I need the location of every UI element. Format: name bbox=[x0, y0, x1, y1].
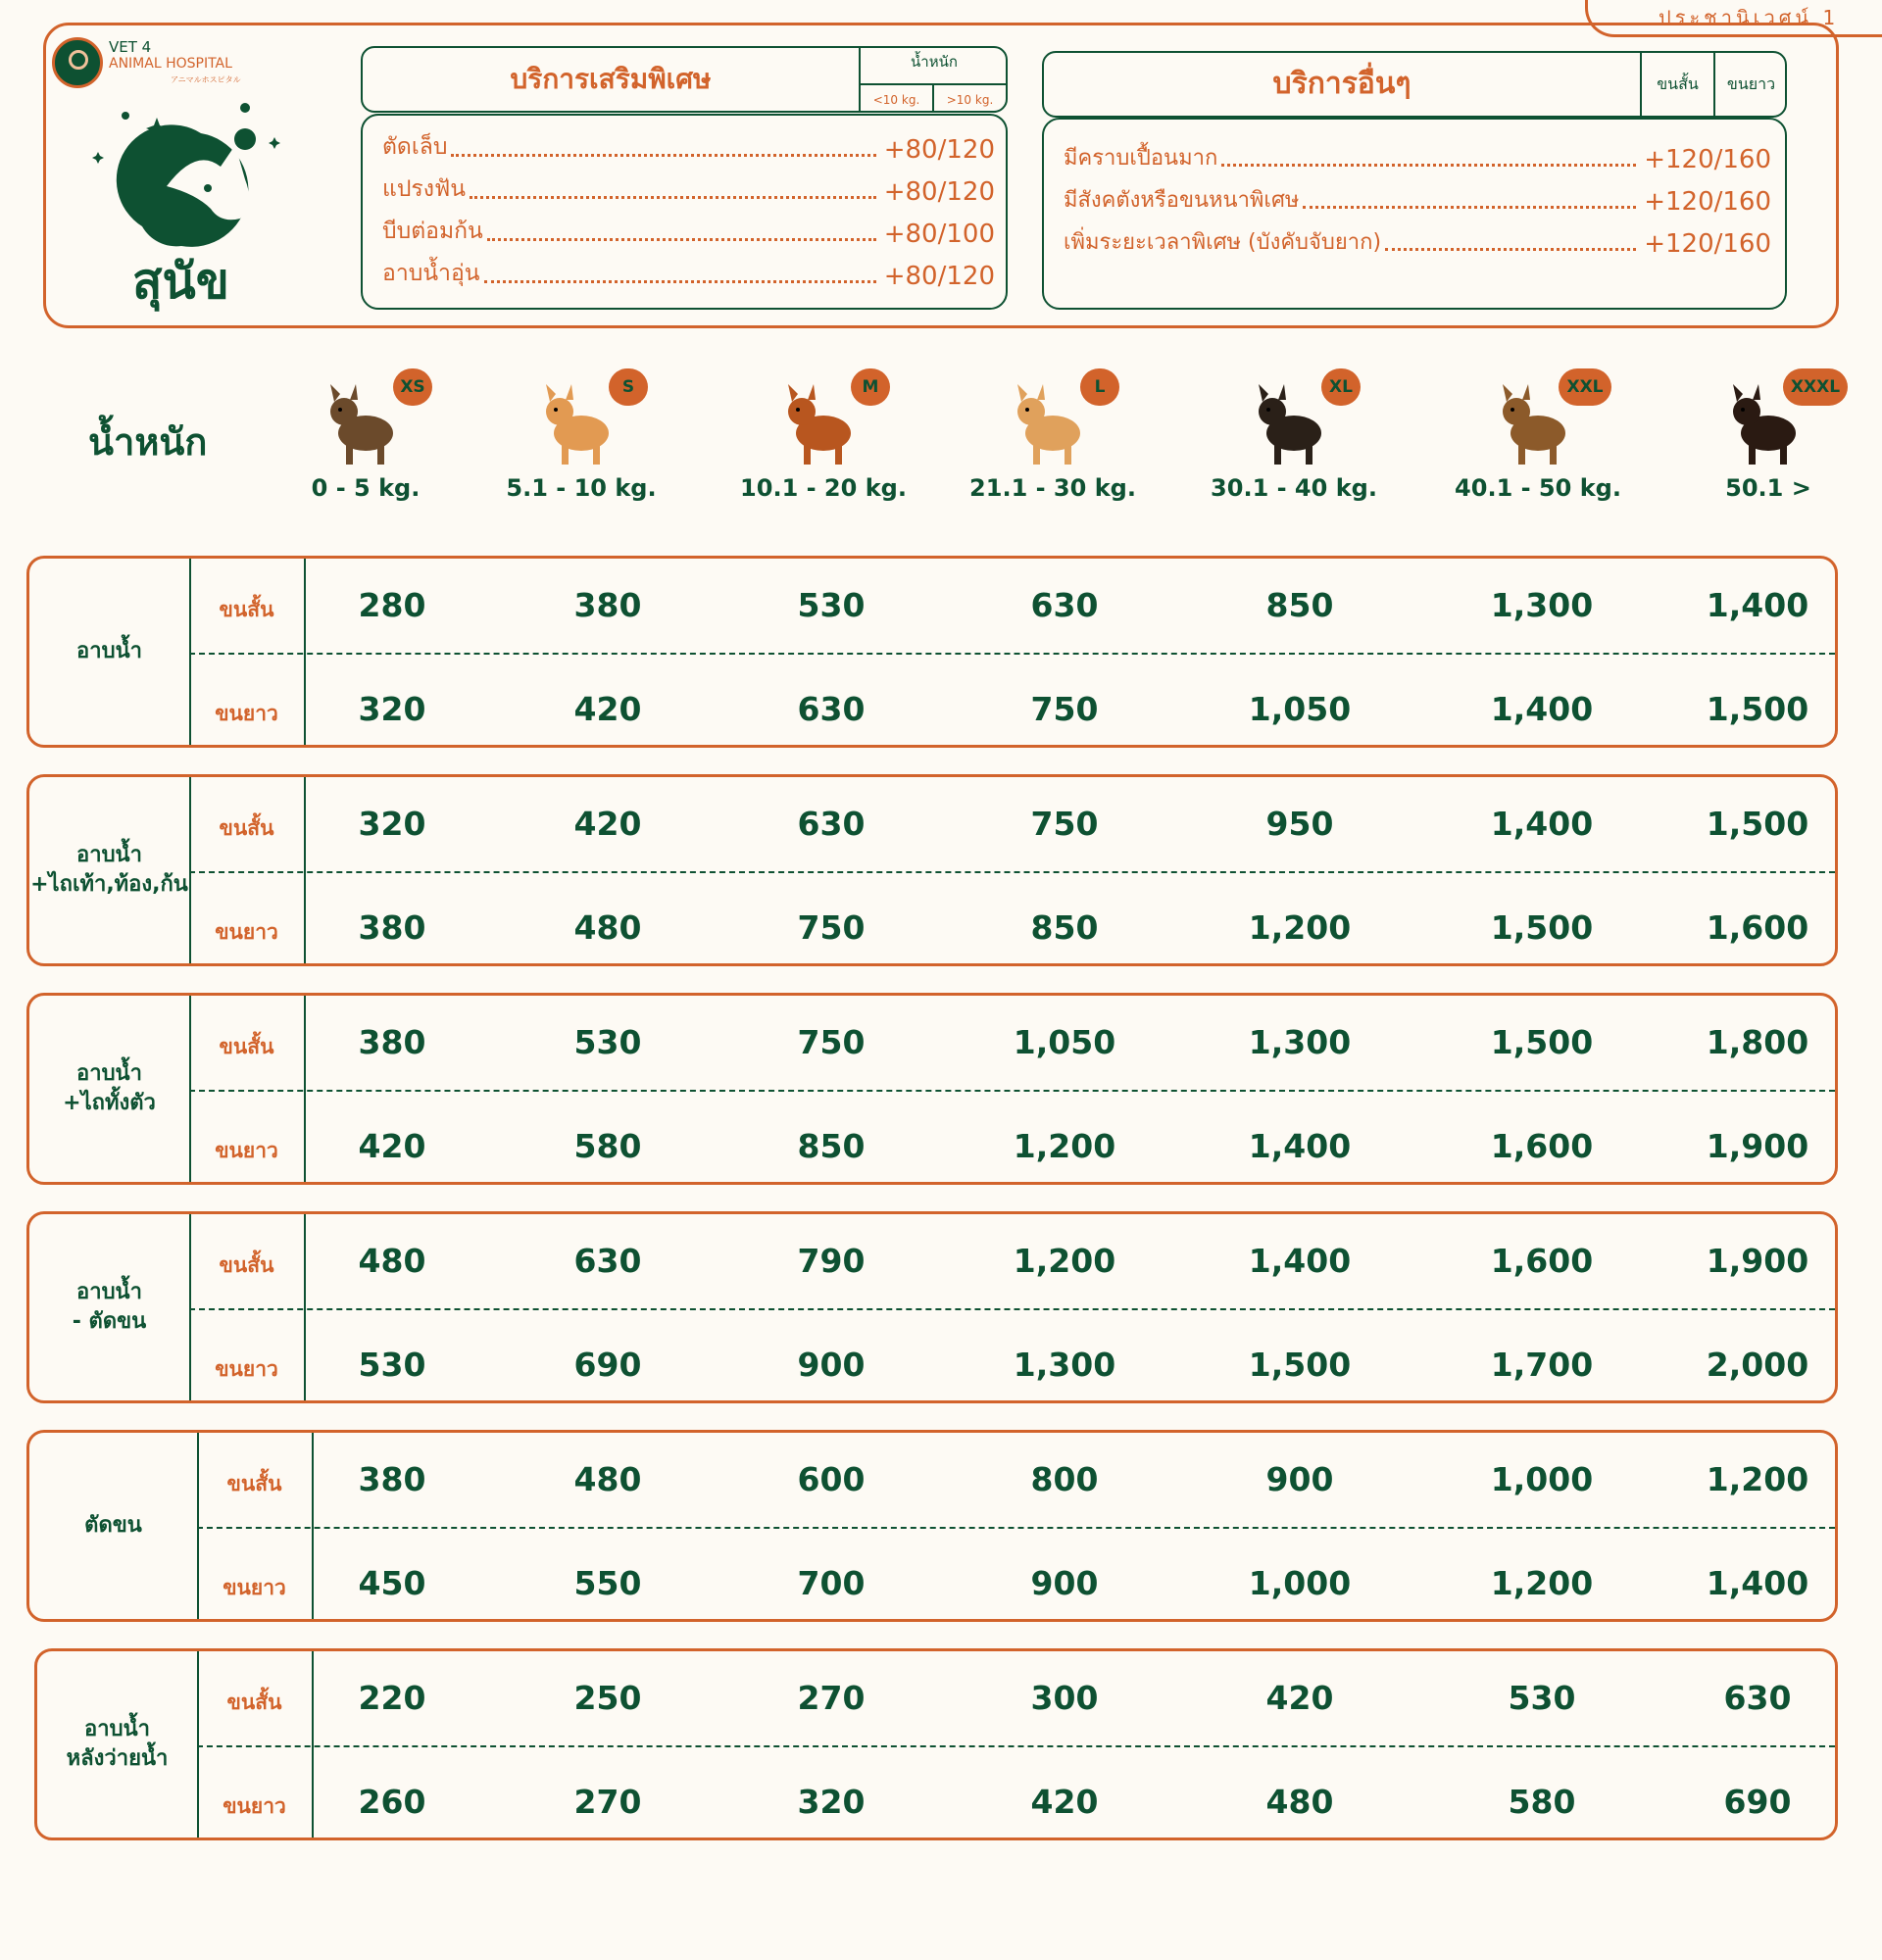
price-cell: 320 bbox=[358, 690, 426, 728]
premium-item-name: อาบน้ำอุ่น bbox=[382, 261, 480, 286]
price-cell: 1,000 bbox=[1490, 1460, 1594, 1498]
service-name: อาบน้ำ +ไถเท้า,ท้อง,ก้น bbox=[30, 843, 188, 897]
premium-services-title: บริการเสริมพิเศษ bbox=[363, 48, 861, 111]
price-cell: 1,500 bbox=[1490, 1023, 1594, 1061]
price-cell: 420 bbox=[358, 1127, 426, 1165]
size-column-s bbox=[483, 363, 679, 510]
price-cell: 380 bbox=[573, 586, 642, 624]
pomeranian-icon bbox=[483, 372, 679, 470]
row-divider bbox=[197, 1745, 1835, 1747]
service-name: อาบน้ำ bbox=[76, 639, 142, 663]
other-item-name: เพิ่มระยะเวลาพิเศษ (บังคับจับยาก) bbox=[1064, 230, 1382, 255]
other-item-price: +120/160 bbox=[1644, 229, 1771, 259]
price-cell: 850 bbox=[1265, 586, 1334, 624]
short-hair-label: ขนสั้น bbox=[219, 1035, 274, 1058]
size-column-l bbox=[955, 363, 1151, 510]
other-col-short-hair: ขนสั้น bbox=[1642, 53, 1715, 116]
service-name: ตัดขน bbox=[84, 1513, 142, 1538]
weight-range: 40.1 - 50 kg. bbox=[1455, 474, 1621, 502]
weight-label: น้ำหนัก bbox=[88, 420, 208, 464]
short-hair-label: ขนสั้น bbox=[226, 1690, 282, 1714]
divider bbox=[304, 559, 306, 745]
price-cell: 480 bbox=[358, 1242, 426, 1280]
row-divider bbox=[189, 871, 1835, 873]
price-cell: 700 bbox=[797, 1564, 866, 1602]
price-cell: 900 bbox=[797, 1346, 866, 1384]
price-cell: 270 bbox=[573, 1783, 642, 1821]
price-cell: 220 bbox=[358, 1679, 426, 1717]
size-badge: XL bbox=[1321, 368, 1361, 406]
price-cell: 1,400 bbox=[1248, 1242, 1352, 1280]
price-cell: 800 bbox=[1030, 1460, 1099, 1498]
premium-item-name: ตัดเล็บ bbox=[382, 134, 448, 160]
price-cell: 1,400 bbox=[1706, 586, 1809, 624]
price-cell: 690 bbox=[1723, 1783, 1792, 1821]
price-cell: 530 bbox=[573, 1023, 642, 1061]
price-cell: 1,300 bbox=[1248, 1023, 1352, 1061]
price-cell: 580 bbox=[573, 1127, 642, 1165]
other-services-header bbox=[1042, 51, 1787, 118]
divider bbox=[304, 1214, 306, 1400]
long-hair-label: ขนยาว bbox=[223, 1794, 286, 1818]
price-cell: 550 bbox=[573, 1564, 642, 1602]
premium-services-list bbox=[361, 114, 1008, 310]
premium-item bbox=[382, 172, 995, 207]
price-cell: 1,200 bbox=[1013, 1242, 1116, 1280]
price-cell: 750 bbox=[797, 1023, 866, 1061]
price-cell: 380 bbox=[358, 1460, 426, 1498]
premium-item-price: +80/120 bbox=[883, 177, 995, 207]
divider bbox=[304, 777, 306, 963]
price-cell: 630 bbox=[797, 805, 866, 843]
short-hair-label: ขนสั้น bbox=[219, 1253, 274, 1277]
size-badge: XS bbox=[393, 368, 432, 406]
price-cell: 1,600 bbox=[1706, 908, 1809, 947]
dachshund-icon bbox=[725, 372, 921, 470]
price-cell: 1,000 bbox=[1248, 1564, 1352, 1602]
size-column-xxl bbox=[1440, 363, 1636, 510]
brand-japanese: アニマルホスピタル bbox=[171, 75, 241, 84]
price-cell: 1,200 bbox=[1706, 1460, 1809, 1498]
price-cell: 900 bbox=[1265, 1460, 1334, 1498]
dot-leader bbox=[451, 154, 875, 157]
dot-leader bbox=[1221, 164, 1636, 167]
price-cell: 630 bbox=[573, 1242, 642, 1280]
brand-name: VET 4 bbox=[109, 38, 152, 56]
size-column-xxxl bbox=[1670, 363, 1866, 510]
weight-range: 5.1 - 10 kg. bbox=[506, 474, 657, 502]
price-cell: 380 bbox=[358, 1023, 426, 1061]
short-hair-label: ขนสั้น bbox=[219, 598, 274, 621]
service-name: อาบน้ำ หลังว่ายน้ำ bbox=[66, 1717, 169, 1771]
weight-range: 30.1 - 40 kg. bbox=[1211, 474, 1377, 502]
price-cell: 420 bbox=[573, 690, 642, 728]
premium-item bbox=[382, 256, 995, 291]
weight-range: 50.1 > bbox=[1725, 474, 1811, 502]
other-item bbox=[1064, 139, 1771, 174]
price-cell: 1,500 bbox=[1706, 690, 1809, 728]
price-cell: 580 bbox=[1508, 1783, 1576, 1821]
premium-weight-label: น้ำหนัก bbox=[911, 53, 958, 71]
size-badge: XXXL bbox=[1783, 368, 1848, 406]
price-cell: 850 bbox=[1030, 908, 1099, 947]
price-cell: 2,000 bbox=[1706, 1346, 1809, 1384]
price-cell: 630 bbox=[797, 690, 866, 728]
premium-weight-col-over10: >10 kg. bbox=[934, 83, 1006, 113]
price-cell: 1,200 bbox=[1248, 908, 1352, 947]
price-cell: 600 bbox=[797, 1460, 866, 1498]
long-hair-label: ขนยาว bbox=[215, 1139, 278, 1162]
price-cell: 1,400 bbox=[1490, 805, 1594, 843]
price-cell: 1,900 bbox=[1706, 1242, 1809, 1280]
price-cell: 320 bbox=[797, 1783, 866, 1821]
price-cell: 450 bbox=[358, 1564, 426, 1602]
premium-weight-col-under10: <10 kg. bbox=[861, 83, 934, 113]
price-cell: 280 bbox=[358, 586, 426, 624]
price-cell: 1,200 bbox=[1490, 1564, 1594, 1602]
price-cell: 1,400 bbox=[1490, 690, 1594, 728]
price-cell: 630 bbox=[1030, 586, 1099, 624]
premium-item-price: +80/120 bbox=[883, 135, 995, 165]
price-cell: 750 bbox=[1030, 805, 1099, 843]
price-cell: 690 bbox=[573, 1346, 642, 1384]
premium-services-header bbox=[361, 46, 1008, 113]
price-cell: 630 bbox=[1723, 1679, 1792, 1717]
category-title: สุนัข bbox=[132, 253, 229, 310]
price-cell: 260 bbox=[358, 1783, 426, 1821]
price-table bbox=[26, 1430, 1838, 1622]
price-cell: 850 bbox=[797, 1127, 866, 1165]
price-cell: 750 bbox=[1030, 690, 1099, 728]
dot-leader bbox=[484, 280, 876, 283]
price-cell: 1,500 bbox=[1706, 805, 1809, 843]
row-divider bbox=[189, 653, 1835, 655]
price-table bbox=[26, 774, 1838, 966]
dot-leader bbox=[470, 196, 876, 199]
price-cell: 480 bbox=[573, 1460, 642, 1498]
dot-leader bbox=[1303, 206, 1636, 209]
other-item bbox=[1064, 181, 1771, 217]
price-cell: 530 bbox=[358, 1346, 426, 1384]
price-table bbox=[26, 993, 1838, 1185]
size-badge: L bbox=[1080, 368, 1119, 406]
price-cell: 900 bbox=[1030, 1564, 1099, 1602]
divider bbox=[304, 996, 306, 1182]
other-item bbox=[1064, 223, 1771, 259]
premium-item-name: แปรงฟัน bbox=[382, 176, 467, 202]
other-services-title: บริการอื่นๆ bbox=[1044, 53, 1642, 116]
row-divider bbox=[189, 1308, 1835, 1310]
price-cell: 420 bbox=[573, 805, 642, 843]
price-table bbox=[26, 1211, 1838, 1403]
dot-leader bbox=[487, 238, 876, 241]
long-hair-label: ขนยาว bbox=[223, 1576, 286, 1599]
other-item-name: มีคราบเปื้อนมาก bbox=[1064, 146, 1218, 171]
price-cell: 480 bbox=[1265, 1783, 1334, 1821]
price-cell: 380 bbox=[358, 908, 426, 947]
other-item-price: +120/160 bbox=[1644, 187, 1771, 217]
price-cell: 1,200 bbox=[1013, 1127, 1116, 1165]
price-cell: 950 bbox=[1265, 805, 1334, 843]
weight-range: 0 - 5 kg. bbox=[311, 474, 421, 502]
corgi-icon bbox=[955, 372, 1151, 470]
short-hair-label: ขนสั้น bbox=[226, 1472, 282, 1495]
weight-range: 21.1 - 30 kg. bbox=[969, 474, 1136, 502]
price-cell: 790 bbox=[797, 1242, 866, 1280]
price-cell: 1,050 bbox=[1013, 1023, 1116, 1061]
price-cell: 530 bbox=[797, 586, 866, 624]
other-services-list bbox=[1042, 118, 1787, 310]
price-table bbox=[34, 1648, 1838, 1840]
row-divider bbox=[189, 1090, 1835, 1092]
row-divider bbox=[197, 1527, 1835, 1529]
premium-item-price: +80/100 bbox=[883, 220, 995, 249]
size-badge: S bbox=[609, 368, 648, 406]
long-hair-label: ขนยาว bbox=[215, 1357, 278, 1381]
price-cell: 1,300 bbox=[1013, 1346, 1116, 1384]
size-column-xl bbox=[1196, 363, 1392, 510]
price-cell: 1,900 bbox=[1706, 1127, 1809, 1165]
price-cell: 1,300 bbox=[1490, 586, 1594, 624]
long-hair-label: ขนยาว bbox=[215, 702, 278, 725]
short-hair-label: ขนสั้น bbox=[219, 816, 274, 840]
price-cell: 1,400 bbox=[1706, 1564, 1809, 1602]
other-col-long-hair: ขนยาว bbox=[1726, 74, 1776, 93]
premium-item bbox=[382, 214, 995, 249]
price-cell: 750 bbox=[797, 908, 866, 947]
price-cell: 1,600 bbox=[1490, 1242, 1594, 1280]
other-item-price: +120/160 bbox=[1644, 145, 1771, 174]
size-column-m bbox=[725, 363, 921, 510]
price-cell: 250 bbox=[573, 1679, 642, 1717]
price-cell: 480 bbox=[573, 908, 642, 947]
price-cell: 1,500 bbox=[1248, 1346, 1352, 1384]
price-table bbox=[26, 556, 1838, 748]
premium-item-price: +80/120 bbox=[883, 262, 995, 291]
premium-item bbox=[382, 129, 995, 165]
brand-subtitle: ANIMAL HOSPITAL bbox=[109, 56, 232, 72]
branch-label: ประชานิเวศน์ 1 bbox=[1659, 6, 1840, 29]
price-cell: 270 bbox=[797, 1679, 866, 1717]
price-cell: 1,600 bbox=[1490, 1127, 1594, 1165]
price-cell: 320 bbox=[358, 805, 426, 843]
price-cell: 420 bbox=[1030, 1783, 1099, 1821]
price-cell: 420 bbox=[1265, 1679, 1334, 1717]
long-hair-label: ขนยาว bbox=[215, 920, 278, 944]
price-cell: 300 bbox=[1030, 1679, 1099, 1717]
price-cell: 1,050 bbox=[1248, 690, 1352, 728]
premium-item-name: บีบต่อมก้น bbox=[382, 219, 483, 244]
price-cell: 1,400 bbox=[1248, 1127, 1352, 1165]
size-badge: XXL bbox=[1559, 368, 1611, 406]
price-cell: 530 bbox=[1508, 1679, 1576, 1717]
price-cell: 1,700 bbox=[1490, 1346, 1594, 1384]
size-badge: M bbox=[851, 368, 890, 406]
price-cell: 1,800 bbox=[1706, 1023, 1809, 1061]
other-item-name: มีสังคตังหรือขนหนาพิเศษ bbox=[1064, 188, 1300, 213]
hospital-logo bbox=[52, 37, 103, 88]
service-name: อาบน้ำ +ไถทั้งตัว bbox=[63, 1061, 156, 1115]
price-cell: 1,500 bbox=[1490, 908, 1594, 947]
size-column-xs bbox=[268, 363, 464, 510]
weight-range: 10.1 - 20 kg. bbox=[740, 474, 907, 502]
service-name: อาบน้ำ - ตัดขน bbox=[72, 1280, 147, 1334]
dot-leader bbox=[1385, 248, 1636, 251]
chihuahua-icon bbox=[268, 372, 464, 470]
rottweiler-icon bbox=[1196, 372, 1392, 470]
